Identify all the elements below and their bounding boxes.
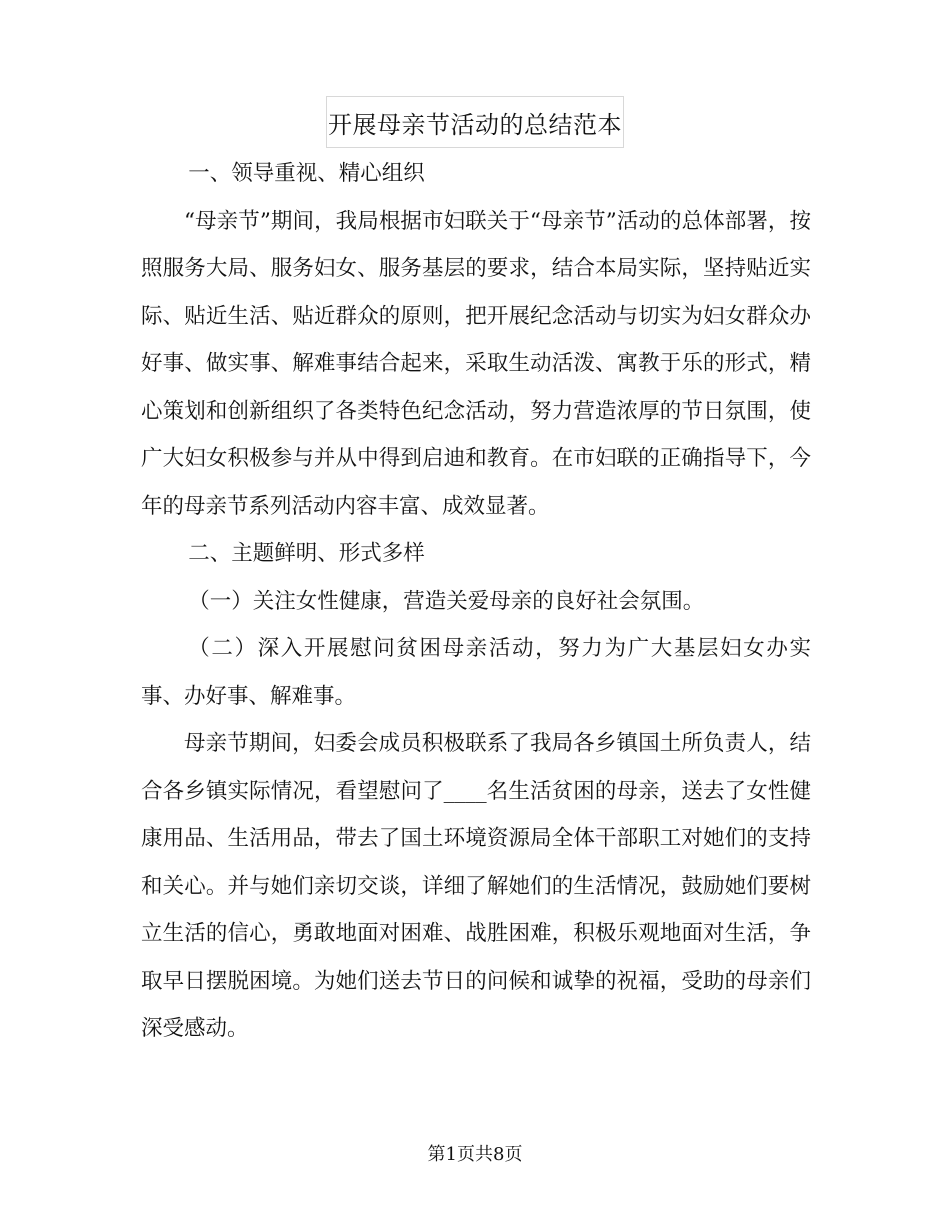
paragraph-1: “母亲节”期间，我局根据市妇联关于“母亲节”活动的总体部署，按照服务大局、服务妇女、服务基层的要求，结合本局实际，坚持贴近实际、贴近生活、贴近群众的原则，把开展纪念活动与切实为妇女群众办好事、做实事、解难事结合起来，采取生动活泼、寓教于乐的形式，精心策划和创新组织了各类特色纪念活动，努力营造浓厚的节日氛围，使广大妇女积极参与并从中得到启迪和教育。在市妇联的正确指导下，今年的母亲节系列活动内容丰富、成效显著。 <box>141 208 811 519</box>
section-heading-2: 二、主题鲜明、形式多样 <box>188 541 425 566</box>
subheading-2: （二）深入开展慰问贫困母亲活动，努力为广大基层妇女办实事、办好事、解难事。 <box>141 636 811 709</box>
document-body <box>141 150 811 1053</box>
paragraph-2: 母亲节期间，妇委会成员积极联系了我局各乡镇国土所负责人，结合各乡镇实际情况，看望慰问了____名生活贫困的母亲，送去了女性健康用品、生活用品，带去了国土环境资源局全体干部职工对她们的支持和关心。并与她们亲切交谈，详细了解她们的生活情况，鼓励她们要树立生活的信心，勇敢地面对困难、战胜困难，积极乐观地面对生活，争取早日摆脱困境。为她们送去节日的问候和诚挚的祝福，受助的母亲们深受感动。 <box>141 731 811 1041</box>
page-number: 第1页共8页 <box>427 1144 523 1165</box>
section-heading-1: 一、领导重视、精心组织 <box>188 161 425 186</box>
subheading-1: （一）关注女性健康，营造关爱母亲的良好社会氛围。 <box>188 588 705 614</box>
document-title: 开展母亲节活动的总结范本 <box>326 96 624 148</box>
